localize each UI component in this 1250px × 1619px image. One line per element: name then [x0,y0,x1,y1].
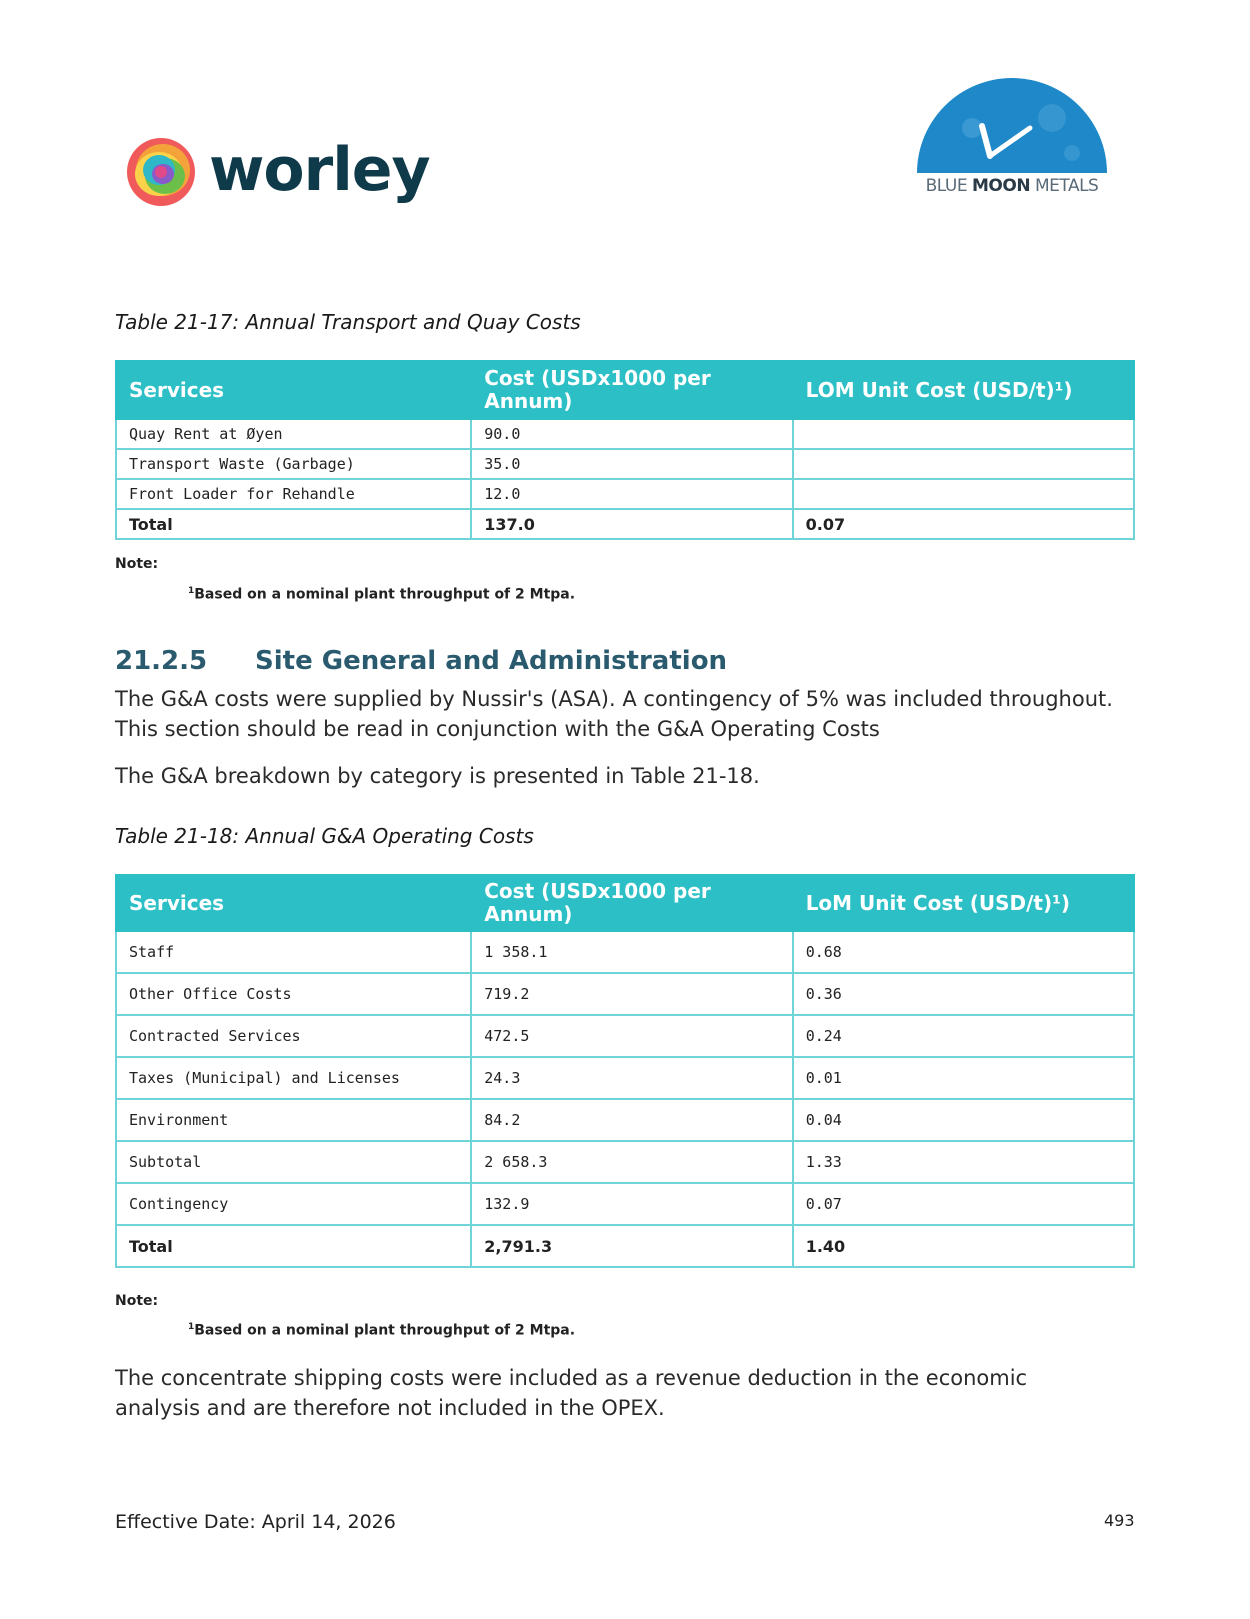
table-row [116,931,1134,973]
section-title: Site General and Administration [255,646,728,676]
table-cell [793,419,1134,449]
table-cell: 0.36 [793,973,1134,1015]
table-total-row [116,1225,1134,1267]
table-cell: 2,791.3 [471,1225,792,1267]
table-cell: Front Loader for Rehandle [116,479,471,509]
ga-operating-costs-table [115,874,1135,1268]
column-header: LoM Unit Cost (USD/t)¹) [793,875,1134,931]
table-cell: 1.33 [793,1141,1134,1183]
table-cell: 1.40 [793,1225,1134,1267]
table-cell: Total [116,1225,471,1267]
table1-caption: Table 21-17: Annual Transport and Quay Costs [115,310,581,334]
table-cell: 0.24 [793,1015,1134,1057]
table-row [116,449,1134,479]
table-cell [793,479,1134,509]
column-header: Cost (USDx1000 per Annum) [471,361,792,419]
footnote-marker: 1 [188,586,195,596]
table-cell: Contracted Services [116,1015,471,1057]
table1-note-text: Based on a nominal plant throughput of 2 Mtpa. [194,586,576,603]
table-cell: 0.01 [793,1057,1134,1099]
table-cell: 1 358.1 [471,931,792,973]
column-header: LOM Unit Cost (USD/t)¹) [793,361,1134,419]
table2-note-text: Based on a nominal plant throughput of 2 Mtpa. [194,1322,576,1339]
table-cell: 12.0 [471,479,792,509]
table-cell: 132.9 [471,1183,792,1225]
table-cell: 84.2 [471,1099,792,1141]
table-cell: 0.07 [793,509,1134,539]
page-number: 493 [1104,1511,1135,1530]
worley-logo [123,134,443,218]
moon-clock-icon [912,78,1112,178]
worley-swirl-icon [123,134,199,210]
column-header: Services [116,875,471,931]
table-cell: Environment [116,1099,471,1141]
column-header: Cost (USDx1000 per Annum) [471,875,792,931]
table-cell: 35.0 [471,449,792,479]
table2-note [188,1322,575,1339]
section-number: 21.2.5 [115,646,208,676]
blue-moon-metals-wordmark [912,176,1112,196]
table-cell: 719.2 [471,973,792,1015]
table-cell: Other Office Costs [116,973,471,1015]
table-cell: 0.07 [793,1183,1134,1225]
paragraph: The G&A breakdown by category is presented in Table 21-18. [115,764,760,788]
table-header-row [116,875,1134,931]
worley-wordmark: worley [209,135,430,205]
footnote-marker: 1 [188,1322,195,1332]
table-cell: Quay Rent at Øyen [116,419,471,449]
blue-moon-metals-logo [912,78,1112,203]
table2-note-label: Note: [115,1293,159,1309]
table1-note-label: Note: [115,556,159,572]
paragraph: The G&A costs were supplied by Nussir's (ASA). A contingency of 5% was included throughout. This section should be read in conjunction with the G&A Operating Costs [115,687,1113,741]
table2-caption: Table 21-18: Annual G&A Operating Costs [115,824,534,848]
table-cell: 137.0 [471,509,792,539]
column-header: Services [116,361,471,419]
table-cell: Contingency [116,1183,471,1225]
table-cell [793,449,1134,479]
transport-quay-costs-table [115,360,1135,540]
table-row [116,1057,1134,1099]
logo-word-blue: BLUE [925,176,968,196]
table-cell: Transport Waste (Garbage) [116,449,471,479]
table-row [116,973,1134,1015]
logo-word-moon: MOON [972,176,1031,196]
logo-word-metals: METALS [1034,176,1099,196]
table-cell: 2 658.3 [471,1141,792,1183]
table-cell: Subtotal [116,1141,471,1183]
table-row [116,1015,1134,1057]
table-row [116,1183,1134,1225]
closing-paragraph: The concentrate shipping costs were included as a revenue deduction in the economic analysis and are therefore not included in the OPEX. [115,1366,1028,1420]
table-total-row [116,509,1134,539]
table-cell: 24.3 [471,1057,792,1099]
table-cell: Staff [116,931,471,973]
table-row [116,479,1134,509]
table1-note [188,586,575,603]
table-cell: Total [116,509,471,539]
table-cell: 0.68 [793,931,1134,973]
effective-date: Effective Date: April 14, 2026 [115,1511,396,1533]
table-cell: 0.04 [793,1099,1134,1141]
table-row [116,419,1134,449]
table-header-row [116,361,1134,419]
table-row [116,1141,1134,1183]
table-cell: 90.0 [471,419,792,449]
table-row [116,1099,1134,1141]
table-cell: 472.5 [471,1015,792,1057]
table-cell: Taxes (Municipal) and Licenses [116,1057,471,1099]
